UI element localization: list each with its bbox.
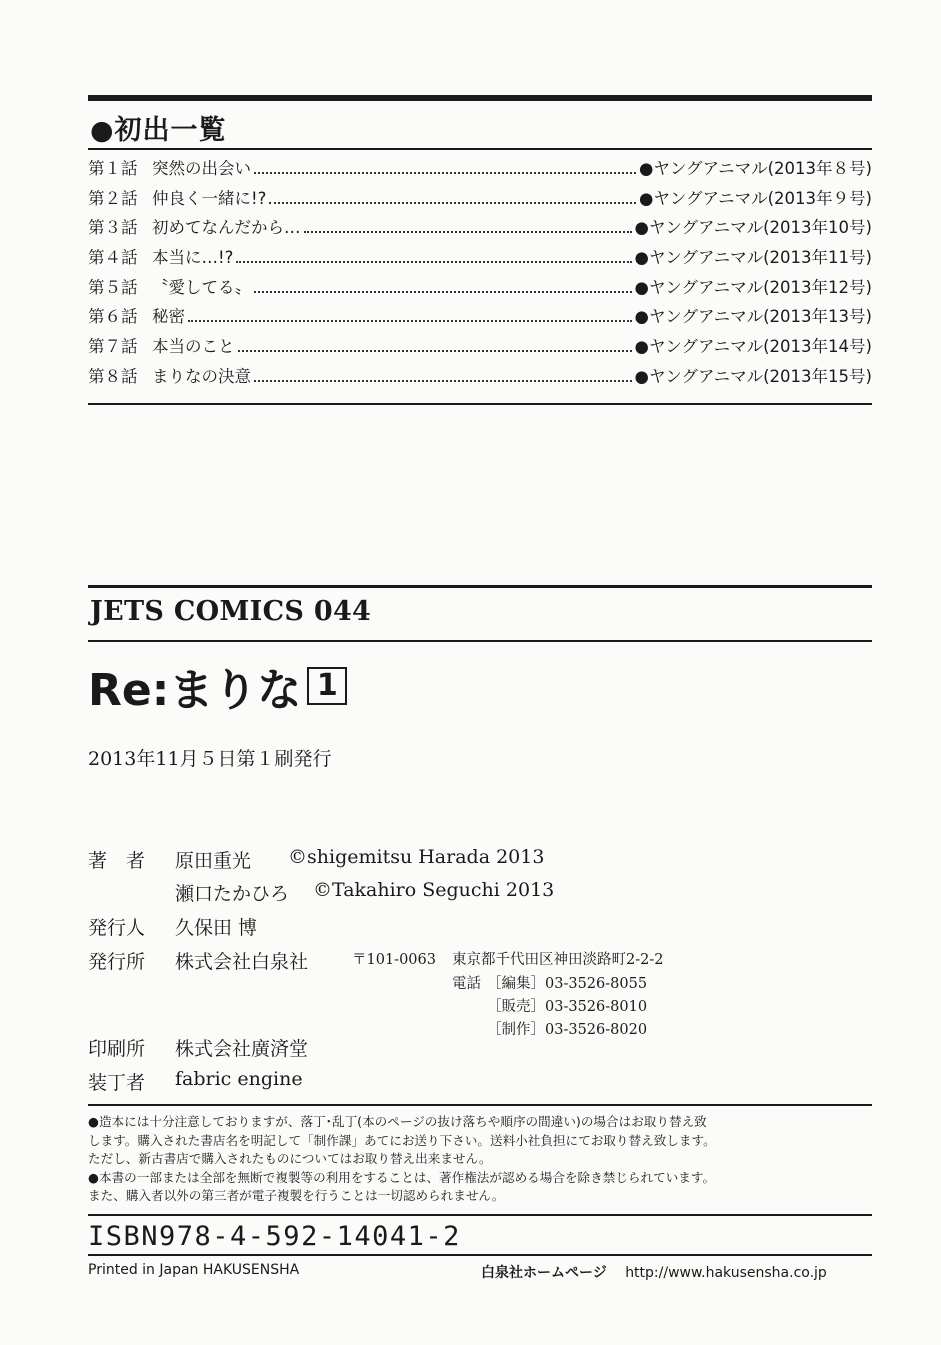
episode-title: 秘密 <box>152 307 185 327</box>
phone-label: 電話 <box>452 976 481 992</box>
publisher-name: 株式会社白泉社 <box>175 951 309 973</box>
episode-number: 第３話 <box>88 218 138 238</box>
episode-source: ●ヤングアニマル(2013年８号) <box>639 159 872 178</box>
dot-leader <box>236 261 631 263</box>
author2-name: 瀬口たかひろ <box>175 883 290 905</box>
notice-bottom-rule <box>88 1214 872 1216</box>
episode-title: まりなの決意 <box>152 366 251 386</box>
episode-row <box>88 274 872 304</box>
book-title-text: Re:まりな <box>88 665 302 716</box>
top-rule <box>88 95 872 101</box>
episode-title: 突然の出会い <box>152 159 251 178</box>
printed-in: Printed in Japan HAKUSENSHA <box>88 1262 300 1278</box>
notice-line: また、購入者以外の第三者が電子複製を行うことは一切認められません。 <box>88 1188 505 1204</box>
dot-leader <box>304 231 632 233</box>
notice-line: します。購入された書店名を明記して「制作課」あてにお送り下さい。送料小社負担にてお取り替え致します。 <box>88 1132 716 1148</box>
phone-sales: ［販売］03-3526-8010 <box>487 999 648 1015</box>
legal-notice <box>88 1113 878 1206</box>
episode-title: 初めてなんだから… <box>152 218 301 238</box>
episode-number: 第４話 <box>88 248 138 268</box>
episode-source: ●ヤングアニマル(2013年10号) <box>634 218 872 238</box>
episode-row <box>88 333 872 363</box>
episode-title: 本当のこと <box>152 337 235 357</box>
dot-leader <box>254 380 632 382</box>
postal-code: 〒101-0063 <box>352 952 436 968</box>
publisher-person: 久保田 博 <box>175 917 258 939</box>
series-underline <box>88 640 872 642</box>
author1-name: 原田重光 <box>175 850 252 872</box>
episode-number: 第５話 <box>88 277 138 297</box>
homepage-url: http://www.hakusensha.co.jp <box>625 1265 827 1281</box>
publisher-person-label: 発行人 <box>88 917 146 939</box>
designer-label: 装丁者 <box>88 1072 146 1094</box>
series-label: JETS COMICS 044 <box>90 596 372 627</box>
author1-copyright: ©shigemitsu Harada 2013 <box>288 846 545 868</box>
episode-source: ●ヤングアニマル(2013年15号) <box>634 366 872 386</box>
episode-row <box>88 244 872 274</box>
notice-line: ただし、新古書店で購入されたものについてはお取り替え出来ません。 <box>88 1151 492 1167</box>
episode-title: 〝愛してる〟 <box>152 277 251 297</box>
episode-number: 第２話 <box>88 188 138 208</box>
colophon-top-rule <box>88 585 872 588</box>
episode-source: ●ヤングアニマル(2013年12号) <box>634 277 872 297</box>
author-label: 著 者 <box>88 850 146 872</box>
episode-title: 本当に…!? <box>152 248 234 268</box>
phone-production: ［制作］03-3526-8020 <box>487 1022 648 1038</box>
heading-underline <box>88 148 872 150</box>
episode-row <box>88 303 872 333</box>
isbn: ISBN978-4-592-14041-2 <box>88 1221 461 1252</box>
episode-number: 第６話 <box>88 307 138 327</box>
volume-badge: 1 <box>307 667 347 705</box>
episode-source: ●ヤングアニマル(2013年13号) <box>634 307 872 327</box>
episode-source: ●ヤングアニマル(2013年14号) <box>634 337 872 357</box>
episode-title: 仲良く一緒に!? <box>152 188 267 208</box>
episode-row <box>88 155 872 185</box>
notice-top-rule <box>88 1104 872 1106</box>
notice-line: ●本書の一部または全部を無断で複製等の利用をすることは、著作権法が認める場合を除き禁じられています。 <box>88 1169 716 1185</box>
dot-leader <box>269 202 636 204</box>
dot-leader <box>254 291 632 293</box>
episode-number: 第７話 <box>88 337 138 357</box>
printer-label: 印刷所 <box>88 1038 146 1060</box>
episode-row <box>88 185 872 215</box>
designer-name: fabric engine <box>175 1068 303 1090</box>
homepage-line <box>481 1262 827 1282</box>
first-appearance-heading: ●初出一覧 <box>90 115 227 146</box>
dot-leader <box>238 350 632 352</box>
dot-leader <box>254 172 636 174</box>
episode-list-bottom-rule <box>88 403 872 405</box>
episode-number: 第８話 <box>88 366 138 386</box>
episode-number: 第１話 <box>88 159 138 178</box>
book-title <box>88 654 347 718</box>
printer-name: 株式会社廣済堂 <box>175 1038 309 1060</box>
notice-line: ●造本には十分注意しておりますが、落丁･乱丁(本のページの抜け落ちや順序の間違い)の場合はお取り替え致 <box>88 1114 707 1129</box>
publisher-label: 発行所 <box>88 951 146 973</box>
author2-copyright: ©Takahiro Seguchi 2013 <box>313 879 555 901</box>
episode-list <box>88 155 872 393</box>
publication-date: 2013年11月５日第１刷発行 <box>88 748 332 770</box>
episode-source: ●ヤングアニマル(2013年11号) <box>634 248 872 268</box>
episode-row <box>88 363 872 393</box>
phone-editorial: ［編集］03-3526-8055 <box>487 976 648 992</box>
isbn-underline <box>88 1254 872 1256</box>
homepage-label: 白泉社ホームページ <box>481 1265 607 1281</box>
episode-row <box>88 214 872 244</box>
dot-leader <box>188 320 632 322</box>
episode-source: ●ヤングアニマル(2013年９号) <box>639 188 872 208</box>
address: 東京都千代田区神田淡路町2-2-2 <box>452 952 664 968</box>
